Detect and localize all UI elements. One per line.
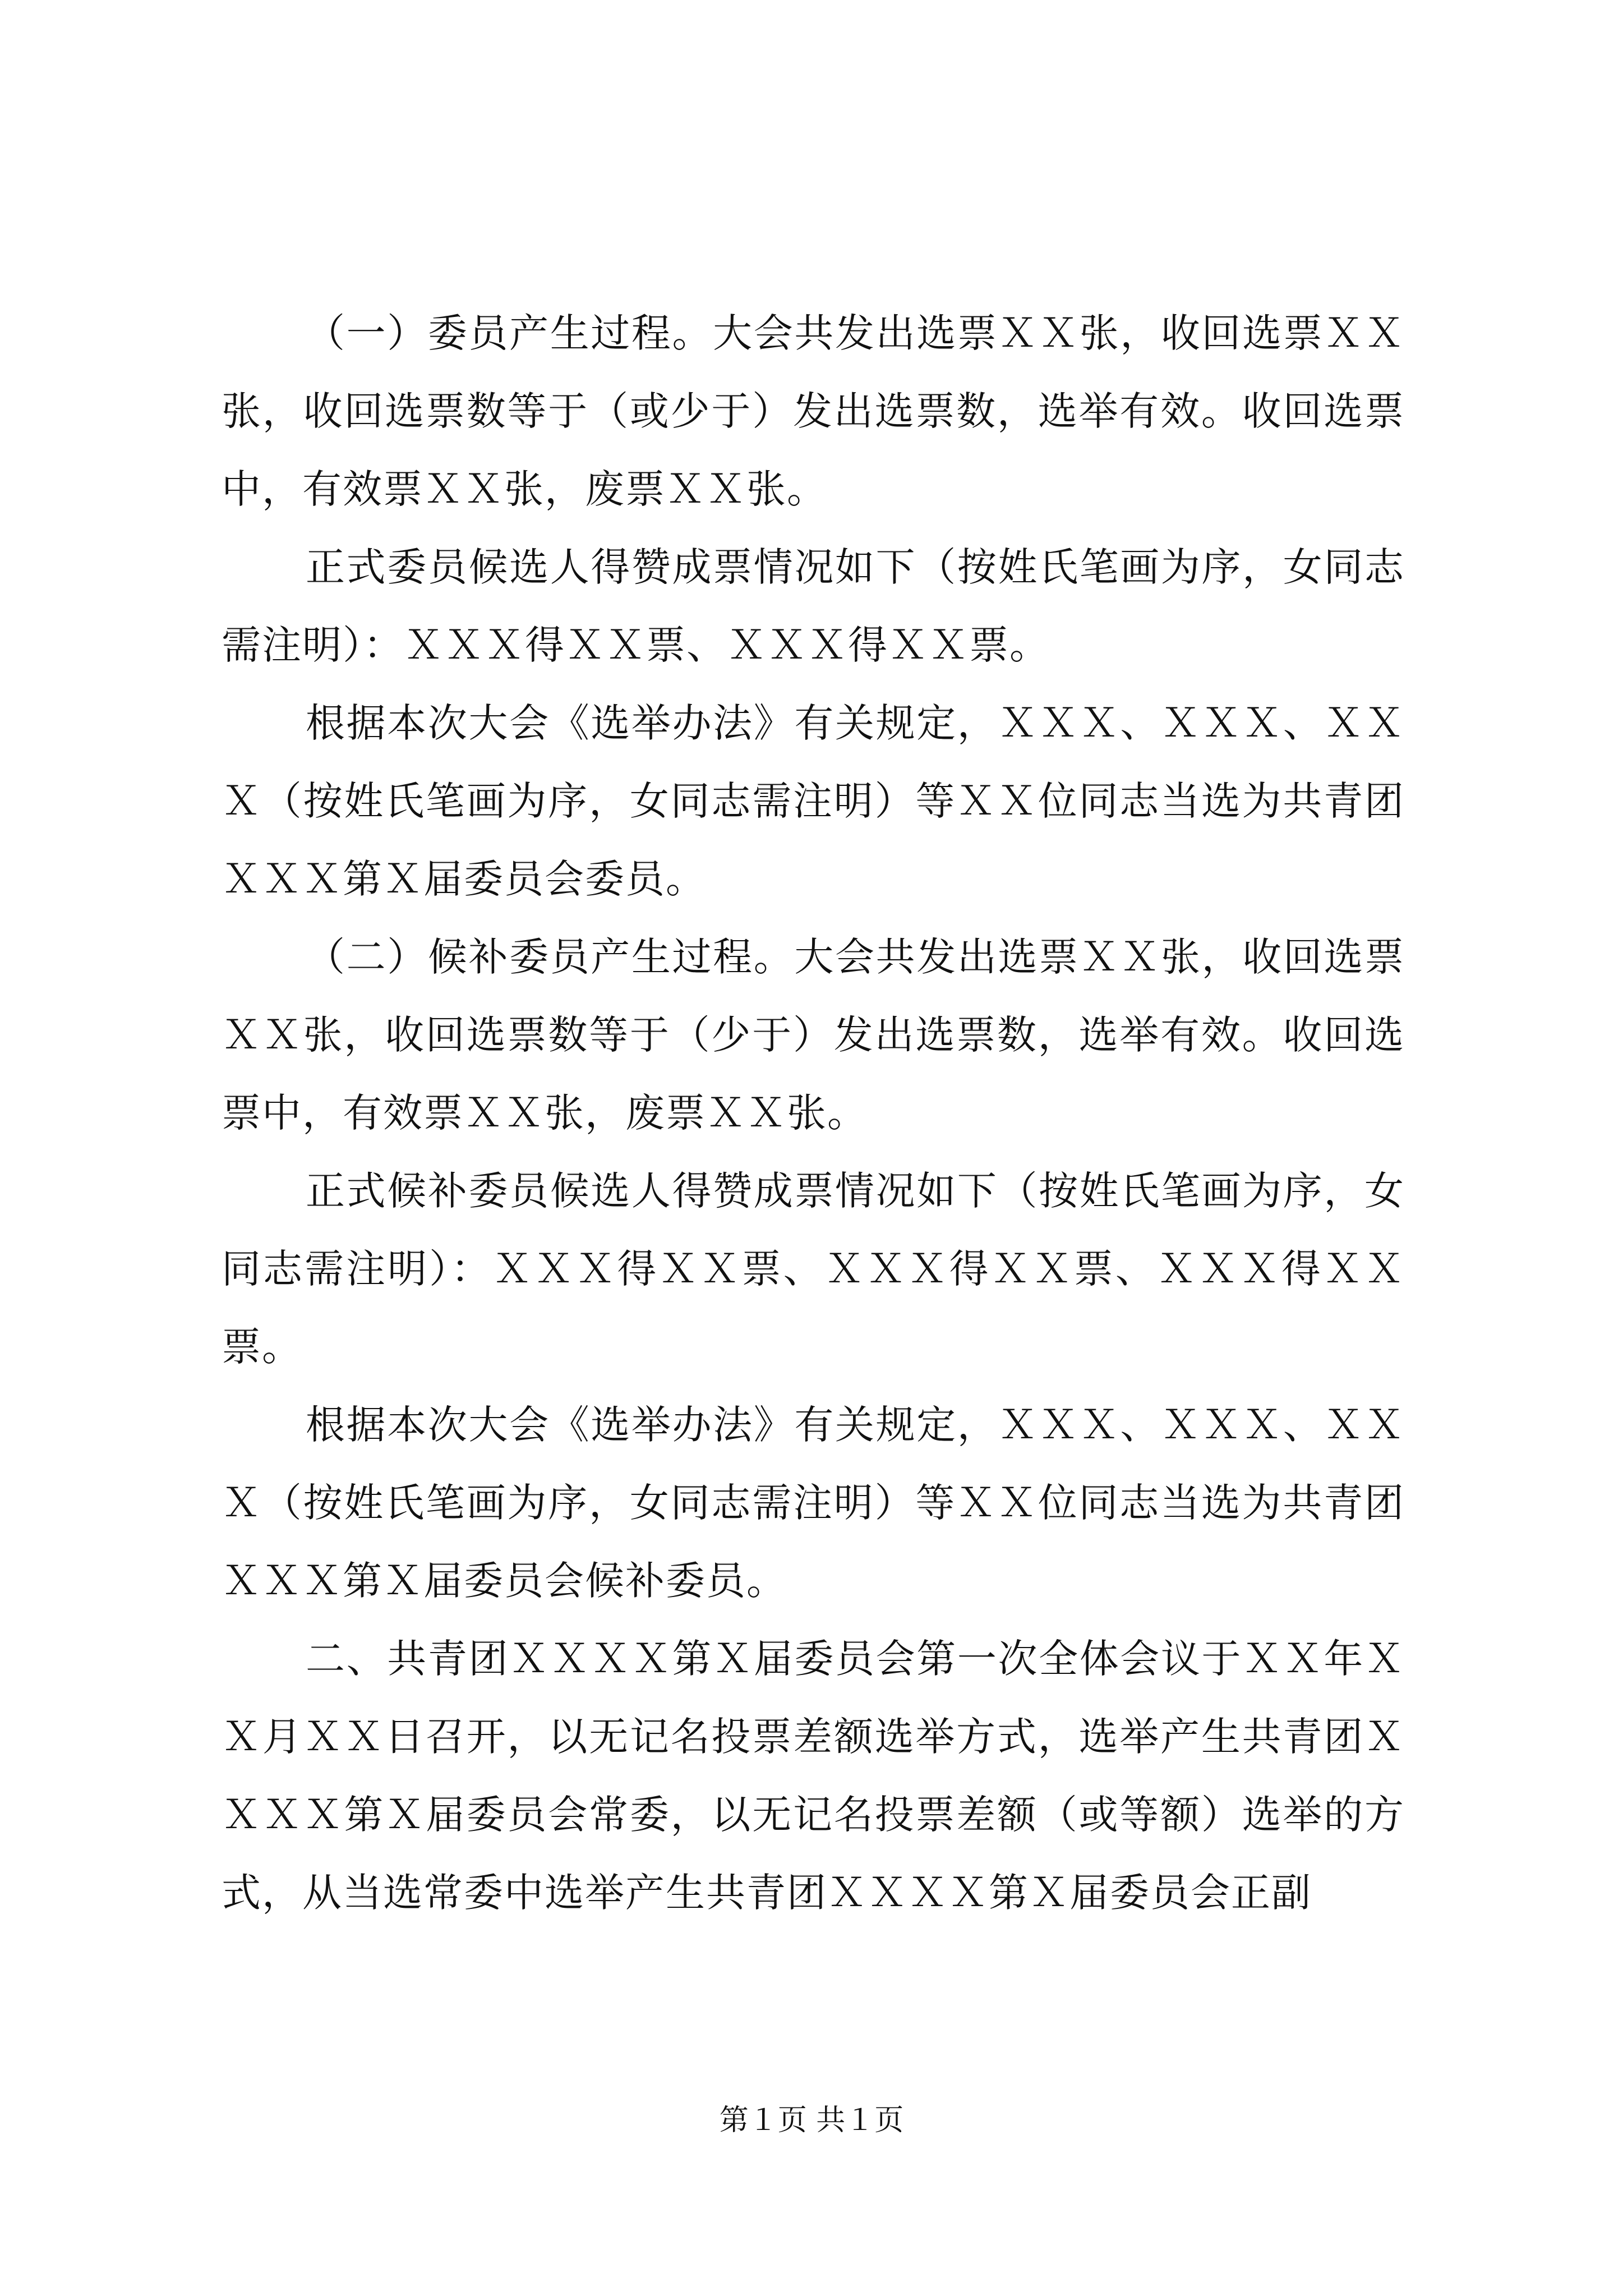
paragraph-member-candidate-votes: 正式委员候选人得赞成票情况如下（按姓氏笔画为序，女同志需注明）：ＸＸＸ得ＸＸ票、ＸＸＸ得ＸＸ票。 (222, 544, 1405, 668)
paragraph-alternate-election-result: 根据本次大会《选举办法》有关规定，ＸＸＸ、ＸＸＸ、ＸＸＸ（按姓氏笔画为序，女同志需注明）等ＸＸ位同志当选为共青团ＸＸＸ第Ｘ届委员会候补委员。 (222, 1402, 1405, 1604)
paragraph-member-election-result: 根据本次大会《选举办法》有关规定，ＸＸＸ、ＸＸＸ、ＸＸＸ（按姓氏笔画为序，女同志需注明）等ＸＸ位同志当选为共青团ＸＸＸ第Ｘ届委员会委员。 (222, 700, 1405, 902)
paragraph-alternate-election-process: （二）候补委员产生过程。大会共发出选票ＸＸ张，收回选票ＸＸ张，收回选票数等于（少于）发出选票数，选举有效。收回选票中，有效票ＸＸ张，废票ＸＸ张。 (222, 934, 1405, 1136)
paragraph-alternate-candidate-votes: 正式候补委员候选人得赞成票情况如下（按姓氏笔画为序，女同志需注明）：ＸＸＸ得ＸＸ票、ＸＸＸ得ＸＸ票、ＸＸＸ得ＸＸ票。 (222, 1168, 1405, 1370)
paragraph-first-plenary-session: 二、共青团ＸＸＸＸ第Ｘ届委员会第一次全体会议于ＸＸ年ＸＸ月ＸＸ日召开，以无记名投票差额选举方式，选举产生共青团ＸＸＸＸ第Ｘ届委员会常委，以无记名投票差额（或等额）选举的方式，从当选常委中选举产生共青团ＸＸＸＸ第Ｘ届委员会正副 (222, 1636, 1405, 1916)
paragraph-member-election-process: （一）委员产生过程。大会共发出选票ＸＸ张，收回选票ＸＸ张，收回选票数等于（或少于）发出选票数，选举有效。收回选票中，有效票ＸＸ张，废票ＸＸ张。 (222, 310, 1405, 512)
page-footer: 第１页 共１页 (719, 2104, 904, 2137)
document-body (222, 295, 1405, 1932)
